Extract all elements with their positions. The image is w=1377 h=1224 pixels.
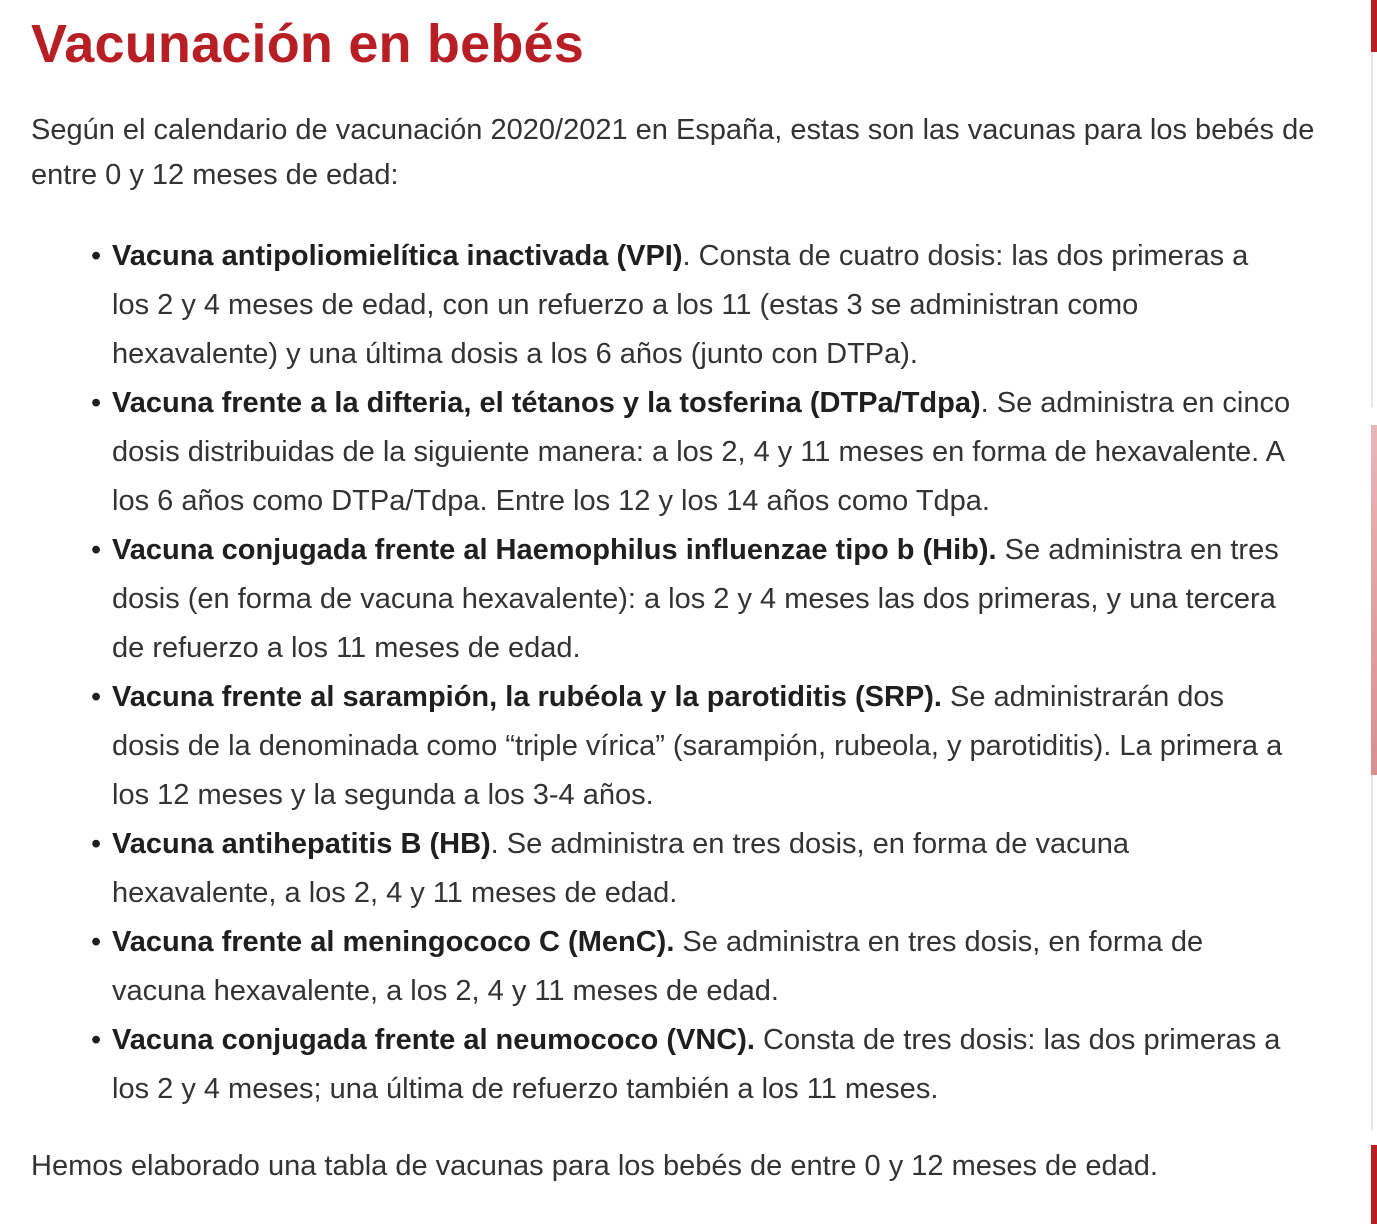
list-item bbox=[91, 820, 1292, 918]
vaccine-list bbox=[31, 232, 1292, 1114]
sidebar-divider-upper bbox=[1371, 52, 1373, 407]
sidebar-accent-bottom bbox=[1371, 1145, 1377, 1224]
article-outro: Hemos elaborado una tabla de vacunas para los bebés de entre 0 y 12 meses de edad. bbox=[31, 1150, 1158, 1182]
vaccine-name: Vacuna frente al meningococo C (MenC). bbox=[112, 926, 675, 958]
list-item bbox=[91, 379, 1292, 526]
vaccine-description: Consta de tres dosis: las dos primeras a los 2 y 4 meses; una última de refuerzo también a los 11 meses. bbox=[112, 1024, 1281, 1105]
sidebar-accent-top bbox=[1371, 0, 1377, 52]
bullet-icon: • bbox=[91, 240, 102, 272]
article bbox=[31, 0, 1321, 1189]
vaccine-name: Vacuna conjugada frente al Haemophilus influenzae tipo b (Hib). bbox=[112, 534, 997, 566]
list-item bbox=[91, 673, 1292, 820]
sidebar-divider-lower bbox=[1371, 775, 1373, 1130]
bullet-icon: • bbox=[91, 1024, 102, 1056]
vaccine-description: Se administra en tres dosis (en forma de vacuna hexavalente): a los 2 y 4 meses las dos primeras, y una tercera de refuerzo a los 11 meses de edad. bbox=[112, 534, 1279, 664]
vaccine-name: Vacuna conjugada frente al neumococo (VNC). bbox=[112, 1024, 755, 1056]
vaccine-name: Vacuna antipoliomielítica inactivada (VPI) bbox=[112, 240, 683, 272]
bullet-icon: • bbox=[91, 534, 102, 566]
bullet-icon: • bbox=[91, 387, 102, 419]
vaccine-description: . Se administra en tres dosis, en forma de vacuna hexavalente, a los 2, 4 y 11 meses de edad. bbox=[112, 828, 1129, 909]
vaccine-description: . Se administra en cinco dosis distribuidas de la siguiente manera: a los 2, 4 y 11 meses en forma de hexavalente. A los 6 años como DTPa/Tdpa. Entre los 12 y los 14 años como Tdpa. bbox=[112, 387, 1291, 517]
vaccine-name: Vacuna frente al sarampión, la rubéola y la parotiditis (SRP). bbox=[112, 681, 942, 713]
bullet-icon: • bbox=[91, 828, 102, 860]
vaccine-description: Se administra en tres dosis, en forma de vacuna hexavalente, a los 2, 4 y 11 meses de edad. bbox=[112, 926, 1204, 1007]
vaccine-description: . Consta de cuatro dosis: las dos primeras a los 2 y 4 meses de edad, con un refuerzo a los 11 (estas 3 se administran como hexavalente) y una última dosis a los 6 años (junto con DTPa). bbox=[112, 240, 1249, 370]
list-item bbox=[91, 918, 1292, 1016]
list-item bbox=[91, 232, 1292, 379]
list-item bbox=[91, 526, 1292, 673]
bullet-icon: • bbox=[91, 681, 102, 713]
vaccine-name: Vacuna frente a la difteria, el tétanos y la tosferina (DTPa/Tdpa) bbox=[112, 387, 981, 419]
list-item bbox=[91, 1016, 1292, 1114]
article-title: Vacunación en bebés bbox=[31, 14, 585, 74]
vaccine-description: Se administrarán dos dosis de la denominada como “triple vírica” (sarampión, rubeola, y parotiditis). La primera a los 12 meses y la segunda a los 3-4 años. bbox=[112, 681, 1283, 811]
article-intro: Según el calendario de vacunación 2020/2021 en España, estas son las vacunas para los bebés de entre 0 y 12 meses de edad: bbox=[31, 114, 1315, 191]
bullet-icon: • bbox=[91, 926, 102, 958]
sidebar-image-strip[interactable] bbox=[1371, 425, 1377, 775]
vaccine-name: Vacuna antihepatitis B (HB) bbox=[112, 828, 491, 860]
